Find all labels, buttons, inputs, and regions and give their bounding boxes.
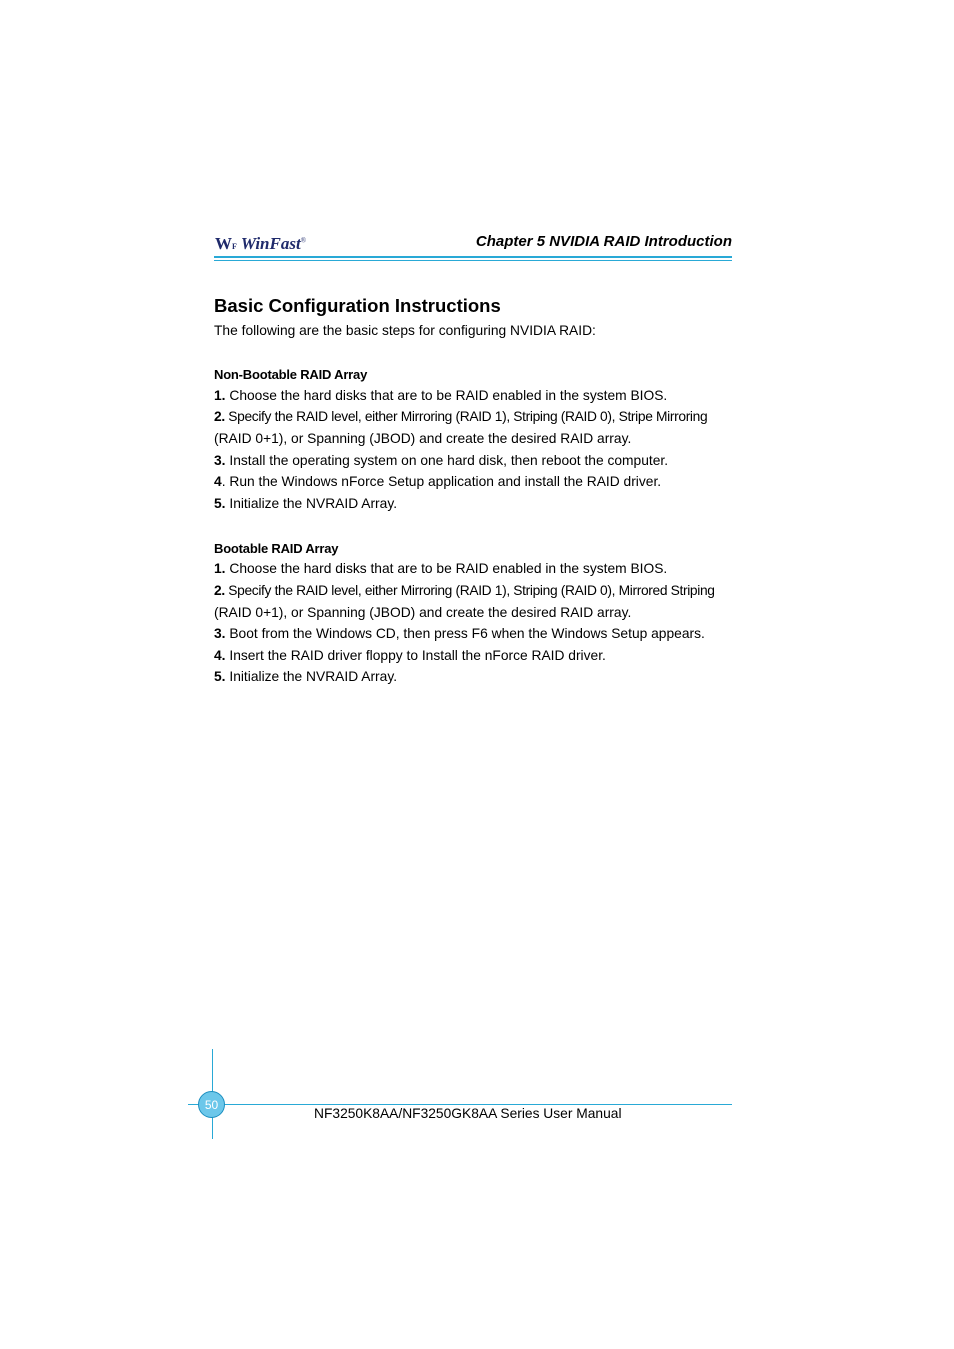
- page-number: 50: [204, 1097, 219, 1112]
- step-text: Initialize the NVRAID Array.: [229, 496, 398, 511]
- logo-text: WinFast: [240, 234, 301, 253]
- step-text: Specify the RAID level, either Mirroring (RAID 1), Striping (RAID 0), Stripe Mirroring: [228, 409, 708, 424]
- intro-text: The following are the basic steps for configuring NVIDIA RAID:: [214, 323, 596, 338]
- step-text: (RAID 0+1), or Spanning (JBOD) and create the desired RAID array.: [214, 605, 632, 620]
- header-rule-top: [214, 256, 732, 258]
- manual-title: NF3250K8AA/NF3250GK8AA Series User Manual: [314, 1106, 622, 1121]
- non-bootable-step-3: [214, 453, 668, 469]
- page-title: Basic Configuration Instructions: [214, 295, 501, 316]
- step-text: Initialize the NVRAID Array.: [229, 669, 398, 684]
- step-text: Choose the hard disks that are to be RAID enabled in the system BIOS.: [229, 388, 668, 403]
- bootable-step-2-cont: [214, 605, 631, 621]
- bootable-step-1: [214, 561, 667, 577]
- non-bootable-heading: Non-Bootable RAID Array: [214, 367, 368, 382]
- page-number-badge: [198, 1091, 225, 1118]
- non-bootable-step-5: [214, 496, 397, 512]
- step-number: 1.: [214, 561, 226, 576]
- non-bootable-step-2: [214, 409, 707, 425]
- header-rule-bottom: [214, 260, 732, 261]
- step-text: Specify the RAID level, either Mirroring (RAID 1), Striping (RAID 0), Mirrored Striping: [228, 583, 715, 598]
- logo-registered: ®: [300, 236, 307, 245]
- step-number: 4.: [214, 648, 226, 663]
- non-bootable-step-2-cont: [214, 431, 631, 447]
- step-number: 4: [214, 474, 222, 489]
- bootable-step-5: [214, 669, 397, 685]
- step-number: 3.: [214, 453, 226, 468]
- bootable-step-4: [214, 648, 606, 664]
- non-bootable-step-4: [214, 474, 661, 490]
- chapter-title: Chapter 5 NVIDIA RAID Introduction: [475, 233, 732, 250]
- step-text: Choose the hard disks that are to be RAID enabled in the system BIOS.: [229, 561, 668, 576]
- step-number: 5.: [214, 669, 226, 684]
- winfast-logo: WF WinFast®: [215, 234, 307, 253]
- bootable-heading: Bootable RAID Array: [214, 541, 339, 556]
- step-text: (RAID 0+1), or Spanning (JBOD) and create the desired RAID array.: [214, 431, 632, 446]
- step-number: 1.: [214, 388, 226, 403]
- step-number: 2.: [214, 583, 225, 598]
- step-number: 2.: [214, 409, 225, 424]
- logo-mark: W: [215, 234, 232, 253]
- non-bootable-step-1: [214, 388, 667, 404]
- step-text: Boot from the Windows CD, then press F6 when the Windows Setup appears.: [229, 626, 705, 641]
- step-text: Install the operating system on one hard disk, then reboot the computer.: [229, 453, 669, 468]
- step-number: 3.: [214, 626, 226, 641]
- step-text: Insert the RAID driver floppy to Install the nForce RAID driver.: [229, 648, 606, 663]
- step-text: . Run the Windows nForce Setup application and install the RAID driver.: [221, 474, 662, 489]
- step-number: 5.: [214, 496, 226, 511]
- bootable-step-3: [214, 626, 705, 642]
- bootable-step-2: [214, 583, 715, 599]
- footer-rule: [188, 1104, 732, 1105]
